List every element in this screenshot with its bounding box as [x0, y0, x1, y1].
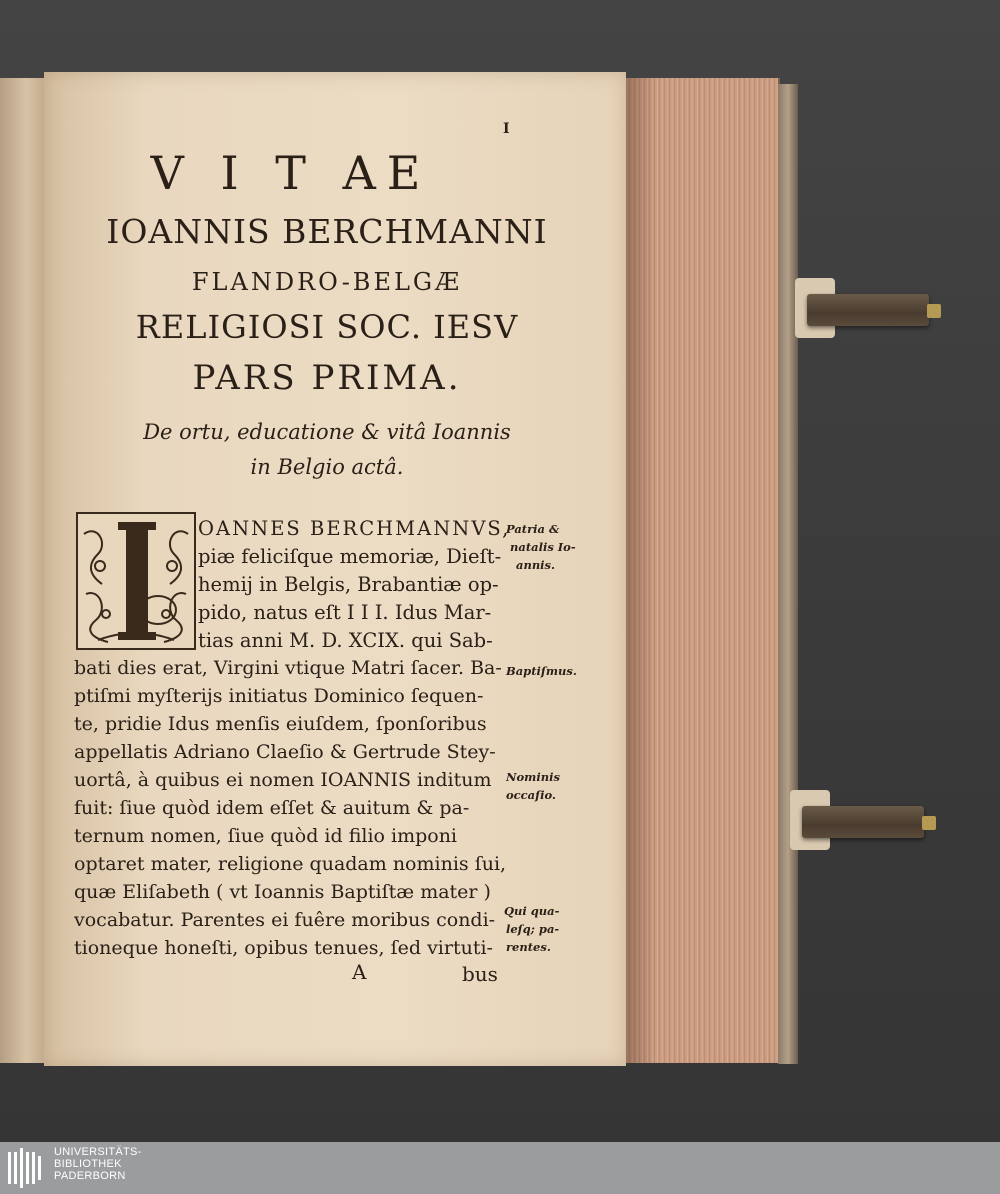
- body-line: fuit: ſiue quòd idem eſſet & auitum & pa-: [74, 797, 470, 819]
- body-line: optaret mater, religione quadam nominis ſui,: [74, 853, 507, 875]
- library-logo-icon: [8, 1146, 46, 1190]
- marginal-note: Nominis: [506, 770, 560, 784]
- marginal-note: rentes.: [506, 940, 551, 954]
- book-cover-board: [778, 84, 798, 1064]
- body-line: bati dies erat, Virgini vtique Matri ſacer. Ba-: [74, 657, 502, 679]
- body-line: ptiſmi myſterijs initiatus Dominico ſequen-: [74, 685, 484, 707]
- body-line: tias anni M. D. XCIX. qui Sab-: [198, 629, 493, 652]
- footer-bar: [0, 1142, 1000, 1194]
- body-line: tioneque honeſti, opibus tenues, ſed virtuti-: [74, 937, 493, 959]
- upper-clasp-icon: [795, 278, 935, 338]
- body-line: ternum nomen, ſiue quòd id filio imponi: [74, 825, 458, 847]
- body-line: uortâ, à quibus ei nomen IOANNIS inditum: [74, 769, 492, 791]
- library-name-line-2: BIBLIOTHEK: [54, 1158, 122, 1170]
- subtitle-line-1: De ortu, educatione & vitâ Ioannis: [143, 420, 511, 444]
- decorated-initial-icon: [76, 512, 196, 650]
- lower-clasp-icon: [790, 790, 930, 850]
- title-line-2: IOANNIS BERCHMANNI: [106, 212, 548, 251]
- library-name-line-1: UNIVERSITÄTS-: [54, 1146, 142, 1158]
- marginal-note: Patria &: [506, 522, 560, 536]
- body-line: appellatis Adriano Claeſio & Gertrude Stey-: [74, 741, 496, 763]
- body-line: piæ feliciſque memoriæ, Dieſt-: [198, 545, 502, 568]
- folio-number: I: [503, 121, 510, 137]
- title-line-1: V I T AE: [150, 146, 432, 200]
- library-name-line-3: PADERBORN: [54, 1170, 126, 1182]
- marginal-note: Qui qua-: [504, 904, 560, 918]
- fore-edge-shadow: [626, 78, 656, 1063]
- title-line-3: FLANDRO-BELGÆ: [191, 268, 463, 296]
- subtitle-line-2: in Belgio actâ.: [250, 455, 404, 479]
- signature-mark: A: [352, 960, 367, 984]
- title-line-4: RELIGIOSI SOC. IESV: [135, 308, 519, 346]
- marginal-note: natalis Io-: [510, 540, 576, 554]
- marginal-note: leſq; pa-: [506, 922, 560, 936]
- marginal-note: occaſio.: [506, 788, 556, 802]
- body-line: vocabatur. Parentes ei fuêre moribus condi-: [74, 909, 496, 931]
- body-line: quæ Eliſabeth ( vt Ioannis Baptiſtæ mater ): [74, 881, 491, 903]
- body-line: hemij in Belgis, Brabantiæ op-: [198, 573, 499, 596]
- marginal-note: Baptiſmus.: [506, 664, 577, 678]
- title-line-5: PARS PRIMA.: [192, 358, 462, 398]
- body-line: pido, natus eſt I I I. Idus Mar-: [198, 601, 492, 624]
- catchword: bus: [462, 962, 498, 986]
- marginal-note: annis.: [516, 558, 556, 572]
- body-line: OANNES BERCHMANNVS,: [198, 517, 511, 540]
- body-line: te, pridie Idus menſis eiuſdem, ſponſoribus: [74, 713, 487, 735]
